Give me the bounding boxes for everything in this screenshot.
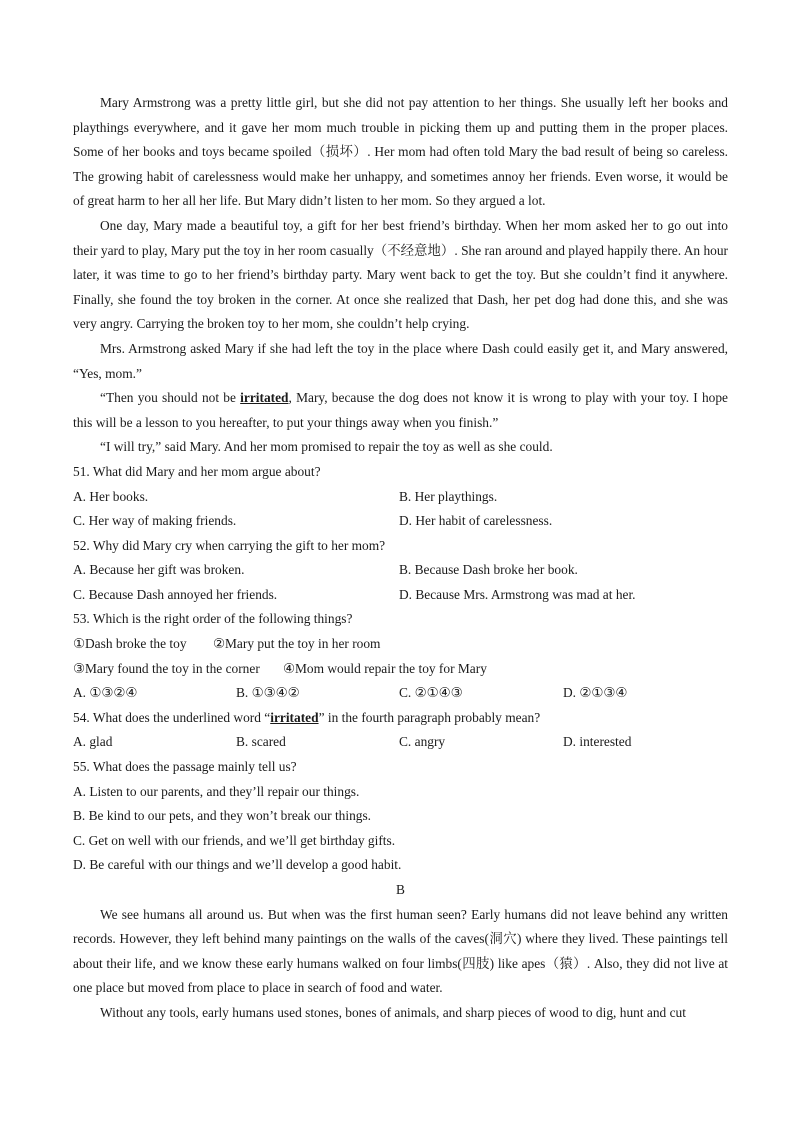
option-b: B. scared bbox=[236, 734, 286, 750]
underlined-word-irritated: irritated bbox=[270, 709, 319, 725]
option-a: A. glad bbox=[73, 734, 113, 750]
option-d: D. Be careful with our things and we’ll develop a good habit. bbox=[73, 857, 402, 873]
question-54-stem-start: 54. What does the underlined word “ bbox=[73, 709, 271, 725]
event-4: ④Mom would repair the toy for Mary bbox=[283, 660, 487, 676]
option-b: B. Her playthings. bbox=[399, 488, 498, 504]
event-3: ③Mary found the toy in the corner bbox=[73, 660, 260, 676]
passage-a-paragraph-2: One day, Mary made a beautiful toy, a gift for her best friend’s birthday. When her mom asked her to go out into their yard to play, Mary put the toy in her room casually（不经意地）. She ran around and played happily there. An hour later, it was time to go to her friend’s birthday party. Mary went back to get the toy. But she couldn’t find it anywhere. Finally, she found the toy broken in the corner. At once she realized that Dash, her pet dog had done this, and she was very angry. Carrying the broken toy to her mom, she couldn’t help crying. bbox=[73, 217, 728, 332]
question-54-options bbox=[73, 730, 728, 755]
question-51-options-row-2 bbox=[73, 509, 728, 534]
option-b: B. Be kind to our pets, and they won’t break our things. bbox=[73, 808, 372, 824]
question-53-options bbox=[73, 681, 728, 706]
option-c: C. angry bbox=[399, 734, 446, 750]
passage-a-paragraph-5: “I will try,” said Mary. And her mom promised to repair the toy as well as she could. bbox=[100, 439, 553, 455]
passage-a-paragraph-1: Mary Armstrong was a pretty little girl, but she did not pay attention to her things. She usually left her books and playthings everywhere, and it gave her mom much trouble in picking them up and putting them in the proper places. Some of her books and toys became spoiled（损坏）. Her mom had often told Mary the bad result of being so careless. The growing habit of carelessness would make her unhappy, and sometimes annoy her friends. Even worse, it would be of great harm to her all her life. But Mary didn’t listen to her mom. So they argued a lot. bbox=[73, 95, 728, 209]
option-b: B. ①③④② bbox=[236, 685, 300, 701]
question-54-stem-end: ” in the fourth paragraph probably mean? bbox=[318, 709, 541, 725]
option-c: C. Because Dash annoyed her friends. bbox=[73, 586, 278, 602]
question-51-options-row-1 bbox=[73, 485, 728, 510]
option-a: A. Listen to our parents, and they’ll repair our things. bbox=[73, 783, 360, 799]
question-53-stem: 53. Which is the right order of the following things? bbox=[73, 611, 353, 627]
question-54-stem bbox=[73, 706, 728, 731]
passage-b-paragraph-1: We see humans all around us. But when was the first human seen? Early humans did not leave behind any written records. However, they left behind many paintings on the walls of the caves(洞穴) where they lived. These paintings tell about their life, and we know these early humans walked on four limbs(四肢) like apes（猿）. Also, they did not live at one place but moved from place to place in search of food and water. bbox=[73, 906, 728, 996]
passage-b-heading: B bbox=[396, 882, 405, 897]
option-c: C. Her way of making friends. bbox=[73, 513, 237, 529]
question-53-events-row-1 bbox=[73, 632, 728, 657]
option-d: D. interested bbox=[563, 734, 632, 750]
option-d: D. ②①③④ bbox=[563, 685, 628, 701]
option-d: D. Because Mrs. Armstrong was mad at her. bbox=[399, 586, 636, 602]
question-55-stem: 55. What does the passage mainly tell us? bbox=[73, 759, 297, 775]
passage-a-paragraph-4 bbox=[73, 386, 728, 435]
paragraph-4-start: “Then you should not be bbox=[100, 390, 241, 406]
option-a: A. Her books. bbox=[73, 488, 149, 504]
question-53-events-row-2 bbox=[73, 657, 728, 682]
option-c: C. Get on well with our friends, and we’ll get birthday gifts. bbox=[73, 832, 396, 848]
option-d: D. Her habit of carelessness. bbox=[399, 513, 553, 529]
question-52-options-row-1 bbox=[73, 558, 728, 583]
option-a: A. Because her gift was broken. bbox=[73, 562, 245, 578]
option-c: C. ②①④③ bbox=[399, 685, 463, 701]
option-b: B. Because Dash broke her book. bbox=[399, 562, 578, 578]
question-52-options-row-2 bbox=[73, 583, 728, 608]
passage-b-paragraph-2: Without any tools, early humans used stones, bones of animals, and sharp pieces of wood to dig, hunt and cut bbox=[100, 1004, 686, 1020]
paragraph-4-end: , Mary, because the dog does not know it is wrong to play with your toy. I hope this will be a lesson to you hereafter, to put your things away when you finish.” bbox=[73, 390, 728, 430]
question-52-stem: 52. Why did Mary cry when carrying the gift to her mom? bbox=[73, 537, 386, 553]
question-51-stem: 51. What did Mary and her mom argue about? bbox=[73, 463, 321, 479]
underlined-word-irritated: irritated bbox=[240, 390, 289, 406]
passage-a-paragraph-3: Mrs. Armstrong asked Mary if she had left the toy in the place where Dash could easily get it, and Mary answered, “Yes, mom.” bbox=[73, 340, 728, 381]
event-1: ①Dash broke the toy bbox=[73, 636, 187, 652]
option-a: A. ①③②④ bbox=[73, 685, 138, 701]
worksheet-page bbox=[73, 91, 728, 1026]
event-2: ②Mary put the toy in her room bbox=[213, 636, 381, 652]
